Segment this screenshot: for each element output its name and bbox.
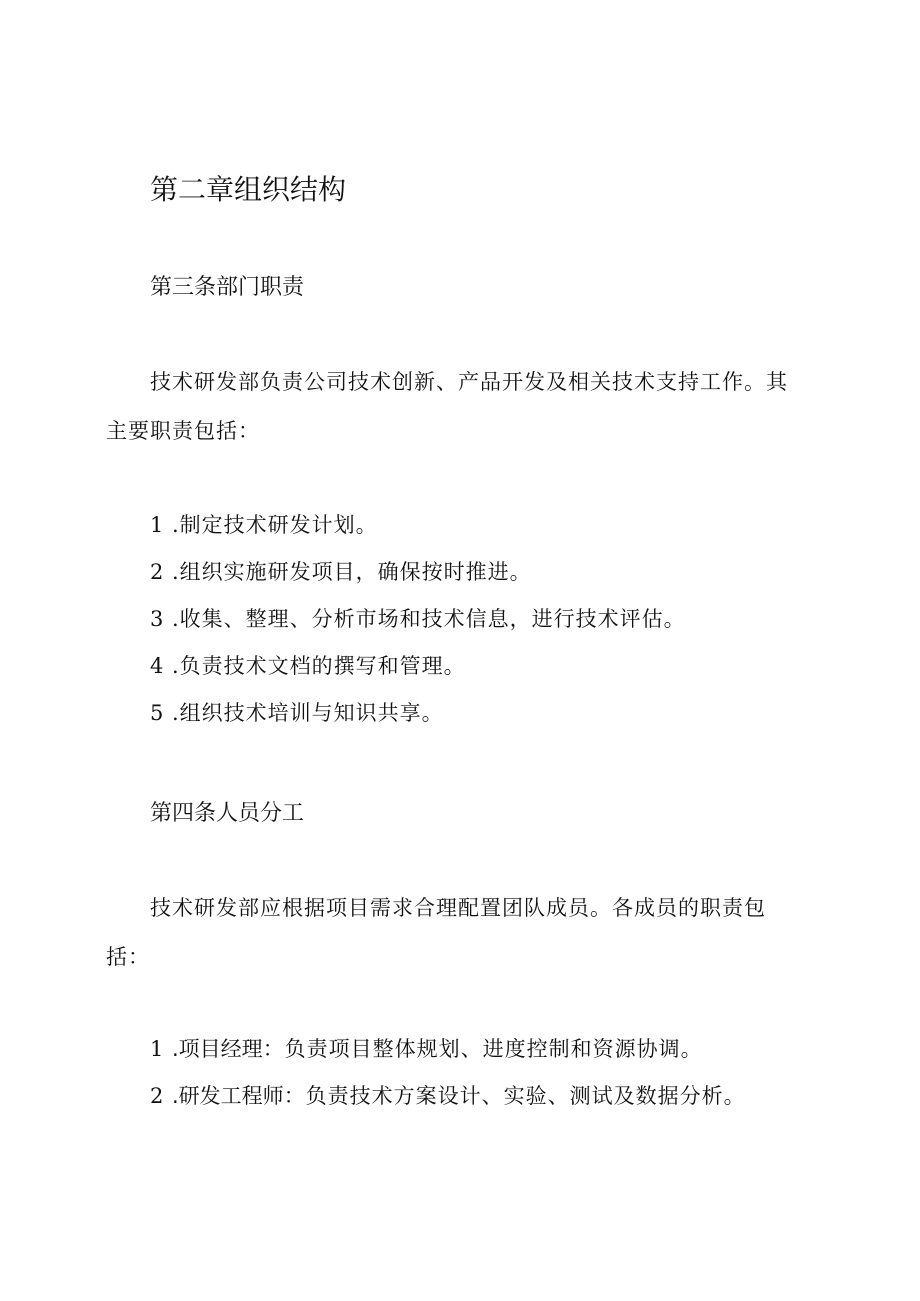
article-3-title: 第三条部门职责 bbox=[150, 275, 305, 300]
role-description: ：负责项目整体规划、进度控制和资源协调。 bbox=[262, 1037, 703, 1061]
role-item bbox=[150, 1081, 746, 1111]
list-item bbox=[150, 698, 444, 728]
list-item-text: .负责技术文档的撰写和管理。 bbox=[172, 654, 466, 678]
role-item bbox=[150, 1034, 703, 1064]
list-item-number: 1 bbox=[150, 513, 165, 537]
list-item bbox=[150, 557, 532, 587]
role-description: ：负责技术方案设计、实验、测试及数据分析。 bbox=[283, 1084, 746, 1108]
list-item-number: 5 bbox=[150, 701, 165, 725]
list-item bbox=[150, 651, 466, 681]
list-item bbox=[150, 510, 378, 540]
list-item-text: .收集、整理、分析市场和技术信息，进行技术评估。 bbox=[172, 607, 686, 631]
role-item-number: 2 bbox=[150, 1084, 165, 1108]
list-item-number: 2 bbox=[150, 560, 165, 584]
role-name: .研发工程师 bbox=[172, 1084, 284, 1108]
list-item bbox=[150, 604, 686, 634]
list-item-number: 4 bbox=[150, 654, 165, 678]
role-item-number: 1 bbox=[150, 1037, 165, 1061]
chapter-title: 第二章组织结构 bbox=[150, 173, 347, 206]
role-name: .项目经理 bbox=[172, 1037, 263, 1061]
list-item-text: .制定技术研发计划。 bbox=[172, 513, 378, 537]
list-item-text: .组织技术培训与知识共享。 bbox=[172, 701, 444, 725]
list-item-text: .组织实施研发项目，确保按时推进。 bbox=[172, 560, 532, 584]
article-4-intro: 技术研发部应根据项目需求合理配置团队成员。各成员的职责包括： bbox=[106, 896, 766, 969]
article-3-intro: 技术研发部负责公司技术创新、产品开发及相关技术支持工作。其主要职责包括： bbox=[106, 370, 788, 443]
article-4-title: 第四条人员分工 bbox=[150, 801, 305, 826]
list-item-number: 3 bbox=[150, 607, 165, 631]
